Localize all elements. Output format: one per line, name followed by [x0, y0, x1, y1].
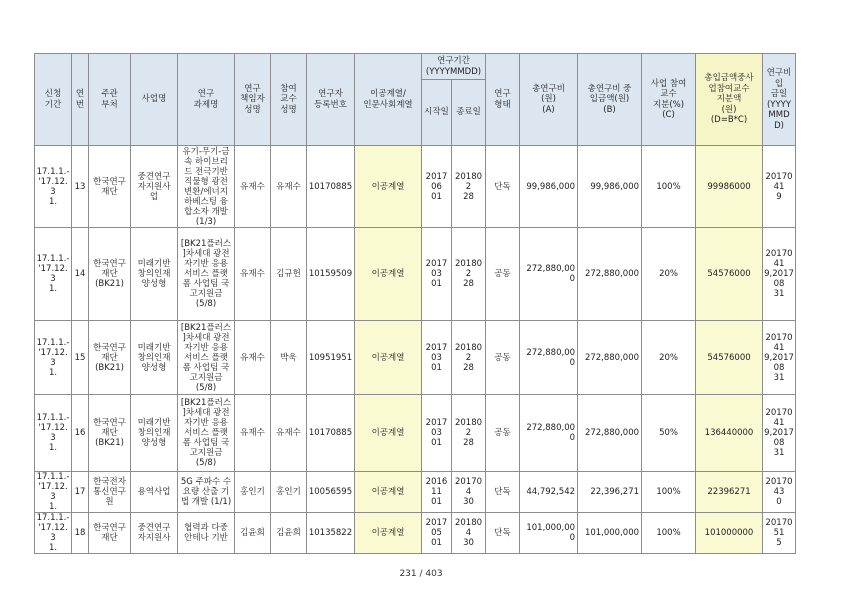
- header-field: 이공계열/ 인문사회계열: [355, 54, 422, 146]
- table-row: [35, 228, 796, 321]
- end-cell: 201802 28: [452, 321, 486, 395]
- participating-amount-cell: 22396271: [696, 472, 763, 513]
- end-cell: 201802 28: [452, 395, 486, 472]
- participating-amount-cell: 54576000: [696, 321, 763, 395]
- prof-cell: 홍인기: [271, 472, 307, 513]
- total-cell: 44,792,542: [520, 472, 578, 513]
- pi-cell: 유재수: [235, 321, 271, 395]
- participating-amount-cell: 101000000: [696, 513, 763, 554]
- reg-cell: 10170885: [307, 146, 355, 228]
- header-paydate: 연구비 입 금일 (YYYYMMD D): [763, 54, 796, 146]
- header-duration: 연구기간 (YYYYMMDD): [422, 54, 486, 80]
- end-cell: 201804 30: [452, 513, 486, 554]
- header-start: 시작일: [422, 80, 452, 146]
- header-period: 신청 기간: [35, 54, 72, 146]
- header-participating-amount: 총입금액중사 업참여교수 지분액 (원) (D=B*C): [696, 54, 763, 146]
- total-cell: 101,000,000: [520, 513, 578, 554]
- no-cell: 14: [72, 228, 89, 321]
- header-prof: 참여 교수 성명: [271, 54, 307, 146]
- prof-cell: 유재수: [271, 146, 307, 228]
- start-cell: 201611 01: [422, 472, 452, 513]
- type-cell: 공동: [486, 228, 520, 321]
- total-cell: 272,880,000: [520, 395, 578, 472]
- end-cell: 201802 28: [452, 228, 486, 321]
- start-cell: 201703 01: [422, 321, 452, 395]
- header-project: 사업명: [131, 54, 178, 146]
- header-type: 연구 형태: [486, 54, 520, 146]
- project-cell: 용역사업: [131, 472, 178, 513]
- reg-cell: 10951951: [307, 321, 355, 395]
- pi-cell: 김윤희: [235, 513, 271, 554]
- start-cell: 201705 01: [422, 513, 452, 554]
- header-no: 연 번: [72, 54, 89, 146]
- title-cell: 5G 주파수 수 요량 산출 기 법 개발 (1/1): [178, 472, 235, 513]
- pi-cell: 유재수: [235, 395, 271, 472]
- period-cell: 17.1.1.- '17.12.3 1.: [35, 146, 72, 228]
- prof-cell: 박욱: [271, 321, 307, 395]
- paydate-cell: 2017041 9,201708 31: [763, 321, 796, 395]
- reg-cell: 10159509: [307, 228, 355, 321]
- no-cell: 16: [72, 395, 89, 472]
- dept-cell: 한국연구 재단 (BK21): [89, 321, 131, 395]
- incoming-cell: 101,000,000: [578, 513, 642, 554]
- page-number: 231 / 403: [399, 569, 443, 579]
- paydate-cell: 2017051 5: [763, 513, 796, 554]
- total-cell: 99,986,000: [520, 146, 578, 228]
- table-row: [35, 513, 796, 554]
- paydate-cell: 2017043 0: [763, 472, 796, 513]
- dept-cell: 한국연구 재단: [89, 146, 131, 228]
- incoming-cell: 22,396,271: [578, 472, 642, 513]
- reg-cell: 10135822: [307, 513, 355, 554]
- research-funding-table: [34, 53, 796, 554]
- dept-cell: 한국전자 통신연구 원: [89, 472, 131, 513]
- header-pi: 연구 책임자 성명: [235, 54, 271, 146]
- project-cell: 중견연구 자지원사: [131, 513, 178, 554]
- no-cell: 13: [72, 146, 89, 228]
- header-share: 사업 참여 교수 지분(%) (C): [642, 54, 696, 146]
- field-cell: 이공계열: [355, 395, 422, 472]
- share-cell: 100%: [642, 146, 696, 228]
- title-cell: 유기-무기-금 속 하이브리 드 전극기반 직물형 광전 변환/에너지 하베스팅 융 합소자 개발 (1/3): [178, 146, 235, 228]
- no-cell: 15: [72, 321, 89, 395]
- table-row: [35, 472, 796, 513]
- header-end: 종료일: [452, 80, 486, 146]
- paydate-cell: 2017041 9: [763, 146, 796, 228]
- table-row: [35, 146, 796, 228]
- field-cell: 이공계열: [355, 321, 422, 395]
- participating-amount-cell: 54576000: [696, 228, 763, 321]
- share-cell: 50%: [642, 395, 696, 472]
- project-cell: 미래기반 창의인재 양성형: [131, 321, 178, 395]
- share-cell: 20%: [642, 321, 696, 395]
- end-cell: 201704 30: [452, 472, 486, 513]
- field-cell: 이공계열: [355, 513, 422, 554]
- no-cell: 18: [72, 513, 89, 554]
- dept-cell: 한국연구 재단: [89, 513, 131, 554]
- type-cell: 단독: [486, 513, 520, 554]
- start-cell: 201703 01: [422, 395, 452, 472]
- field-cell: 이공계열: [355, 228, 422, 321]
- title-cell: [BK21플러스 ]차세대 광전 자기반 응용 서비스 플랫 폼 사업팀 국 고지원금 (5/8): [178, 228, 235, 321]
- type-cell: 공동: [486, 395, 520, 472]
- header-dept: 주관 부처: [89, 54, 131, 146]
- prof-cell: 유재수: [271, 395, 307, 472]
- end-cell: 201802 28: [452, 146, 486, 228]
- incoming-cell: 99,986,000: [578, 146, 642, 228]
- prof-cell: 김규헌: [271, 228, 307, 321]
- prof-cell: 김윤희: [271, 513, 307, 554]
- period-cell: 17.1.1.- '17.12.3 1.: [35, 513, 72, 554]
- type-cell: 공동: [486, 321, 520, 395]
- reg-cell: 10056595: [307, 472, 355, 513]
- project-cell: 미래기반 창의인재 양성형: [131, 395, 178, 472]
- project-cell: 미래기반 창의인재 양성형: [131, 228, 178, 321]
- header-incoming: 총연구비 중 입금액(원) (B): [578, 54, 642, 146]
- period-cell: 17.1.1.- '17.12.3 1.: [35, 228, 72, 321]
- title-cell: 협력과 다중 안테나 기반: [178, 513, 235, 554]
- dept-cell: 한국연구 재단 (BK21): [89, 395, 131, 472]
- title-cell: [BK21플러스 ]차세대 광전 자기반 응용 서비스 플랫 폼 사업팀 국 고지원금 (5/8): [178, 395, 235, 472]
- dept-cell: 한국연구 재단 (BK21): [89, 228, 131, 321]
- type-cell: 단독: [486, 146, 520, 228]
- paydate-cell: 2017041 9,201708 31: [763, 228, 796, 321]
- start-cell: 201706 01: [422, 146, 452, 228]
- start-cell: 201703 01: [422, 228, 452, 321]
- period-cell: 17.1.1.- '17.12.3 1.: [35, 395, 72, 472]
- incoming-cell: 272,880,000: [578, 321, 642, 395]
- pi-cell: 유재수: [235, 228, 271, 321]
- header-total: 총연구비 (원) (A): [520, 54, 578, 146]
- project-cell: 중견연구 자지원사 업: [131, 146, 178, 228]
- field-cell: 이공계열: [355, 472, 422, 513]
- table-row: [35, 321, 796, 395]
- share-cell: 100%: [642, 472, 696, 513]
- share-cell: 100%: [642, 513, 696, 554]
- header-title: 연구 과제명: [178, 54, 235, 146]
- no-cell: 17: [72, 472, 89, 513]
- participating-amount-cell: 99986000: [696, 146, 763, 228]
- total-cell: 272,880,000: [520, 321, 578, 395]
- header-reg: 연구자 등록번호: [307, 54, 355, 146]
- share-cell: 20%: [642, 228, 696, 321]
- field-cell: 이공계열: [355, 146, 422, 228]
- period-cell: 17.1.1.- '17.12.3 1.: [35, 472, 72, 513]
- type-cell: 단독: [486, 472, 520, 513]
- table-row: [35, 395, 796, 472]
- reg-cell: 10170885: [307, 395, 355, 472]
- pi-cell: 유재수: [235, 146, 271, 228]
- pi-cell: 홍인기: [235, 472, 271, 513]
- title-cell: [BK21플러스 ]차세대 광전 자기반 응용 서비스 플랫 폼 사업팀 국 고지원금 (5/8): [178, 321, 235, 395]
- period-cell: 17.1.1.- '17.12.3 1.: [35, 321, 72, 395]
- total-cell: 272,880,000: [520, 228, 578, 321]
- incoming-cell: 272,880,000: [578, 228, 642, 321]
- participating-amount-cell: 136440000: [696, 395, 763, 472]
- incoming-cell: 272,880,000: [578, 395, 642, 472]
- paydate-cell: 2017041 9,201708 31: [763, 395, 796, 472]
